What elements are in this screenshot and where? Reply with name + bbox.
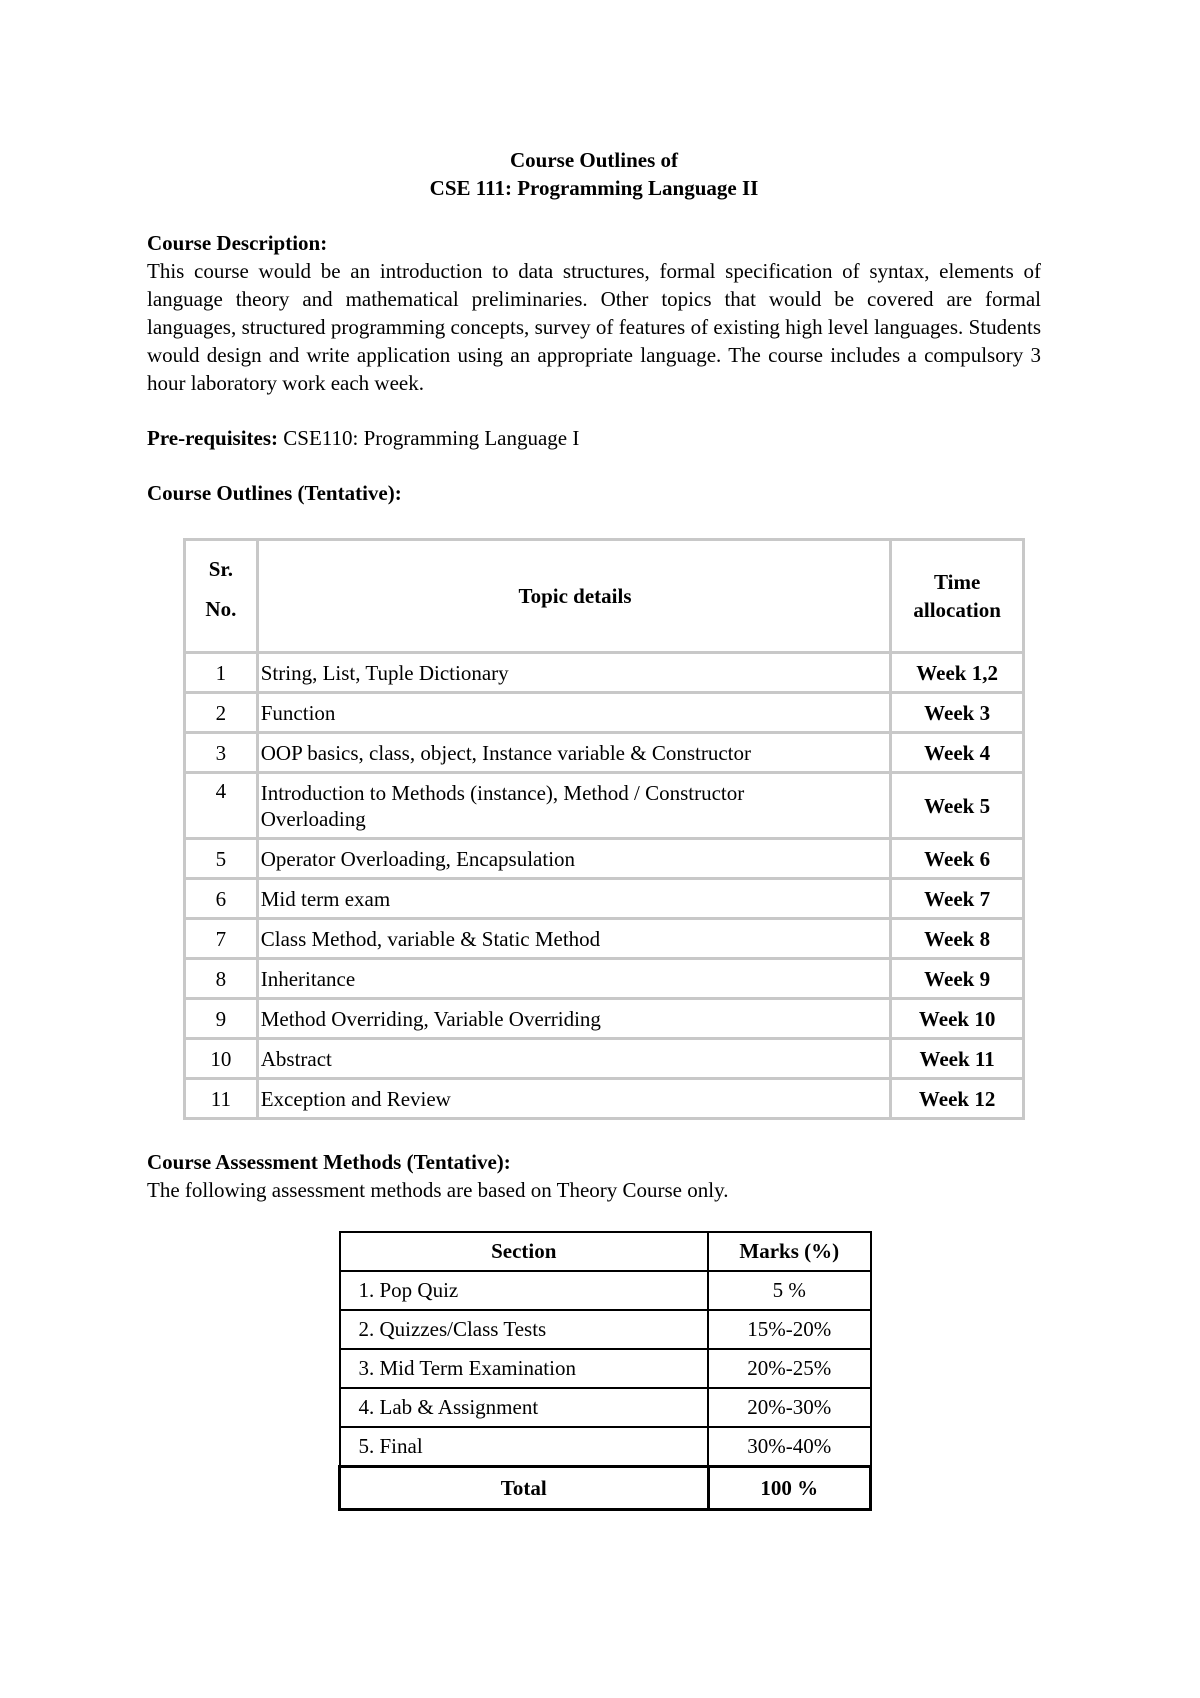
assessment-heading: Course Assessment Methods (Tentative):: [147, 1150, 511, 1174]
header-topic: Topic details: [257, 540, 891, 653]
row-sr: 11: [185, 1079, 258, 1119]
row-sr: 6: [185, 879, 258, 919]
row-time: Week 8: [891, 919, 1024, 959]
row-sr: 7: [185, 919, 258, 959]
row-time: Week 7: [891, 879, 1024, 919]
prereq-label: Pre-requisites:: [147, 426, 279, 450]
row-topic: String, List, Tuple Dictionary: [257, 653, 891, 693]
assessment-note: The following assessment methods are based on Theory Course only.: [147, 1178, 729, 1202]
header-section: Section: [340, 1232, 709, 1271]
row-topic: Exception and Review: [257, 1079, 891, 1119]
table-row: [185, 959, 1024, 999]
prereq-value: CSE110: Programming Language I: [278, 426, 580, 450]
assessment-header-row: [340, 1232, 871, 1271]
row-marks: 5 %: [708, 1271, 871, 1310]
row-topic: OOP basics, class, object, Instance variable & Constructor: [257, 733, 891, 773]
row-marks: 20%-25%: [708, 1349, 871, 1388]
header-marks: Marks (%): [708, 1232, 871, 1271]
row-section: 4. Lab & Assignment: [340, 1388, 709, 1427]
page-title-line2: CSE 111: Programming Language II: [429, 176, 759, 200]
row-sr: 9: [185, 999, 258, 1039]
row-topic: Class Method, variable & Static Method: [257, 919, 891, 959]
outline-header-row: [185, 540, 1024, 653]
row-marks: 30%-40%: [708, 1427, 871, 1467]
outlines-heading: Course Outlines (Tentative):: [147, 481, 402, 505]
row-section: 2. Quizzes/Class Tests: [340, 1310, 709, 1349]
row-sr: 3: [185, 733, 258, 773]
row-section: 3. Mid Term Examination: [340, 1349, 709, 1388]
table-row: [185, 919, 1024, 959]
table-row: [185, 879, 1024, 919]
table-row: [340, 1271, 871, 1310]
row-topic: Operator Overloading, Encapsulation: [257, 839, 891, 879]
row-topic: Inheritance: [257, 959, 891, 999]
row-sr: 4: [185, 773, 258, 839]
row-sr: 8: [185, 959, 258, 999]
row-time: Week 1,2: [891, 653, 1024, 693]
row-section: 1. Pop Quiz: [340, 1271, 709, 1310]
table-row: [185, 999, 1024, 1039]
total-row: [340, 1467, 871, 1510]
row-marks: 20%-30%: [708, 1388, 871, 1427]
table-row: [340, 1388, 871, 1427]
row-sr: 1: [185, 653, 258, 693]
row-sr: 5: [185, 839, 258, 879]
description-text: This course would be an introduction to data structures, formal specification of syntax, elements of language theory and mathematical preliminaries. Other topics that would be covered are formal languages, structured programming concepts, survey of features of existing high level languages. Students would design and write application using an appropriate language. The course includes a compulsory 3 hour laboratory work each week.: [147, 259, 1041, 395]
row-topic: Function: [257, 693, 891, 733]
table-row: [185, 773, 1024, 839]
total-value: 100 %: [708, 1467, 871, 1510]
header-time: Time allocation: [891, 540, 1024, 653]
description-heading: Course Description:: [147, 231, 328, 255]
row-sr: 10: [185, 1039, 258, 1079]
row-section: 5. Final: [340, 1427, 709, 1467]
table-row: [340, 1427, 871, 1467]
row-time: Week 6: [891, 839, 1024, 879]
row-sr: 2: [185, 693, 258, 733]
assessment-table: [338, 1231, 872, 1511]
assessment-section: [147, 1148, 1041, 1204]
page-title-line1: Course Outlines of: [510, 148, 678, 172]
total-label: Total: [340, 1467, 709, 1510]
table-row: [185, 653, 1024, 693]
table-row: [185, 1079, 1024, 1119]
table-row: [185, 839, 1024, 879]
row-time: Week 11: [891, 1039, 1024, 1079]
row-marks: 15%-20%: [708, 1310, 871, 1349]
prerequisites: [147, 424, 1041, 452]
row-time: Week 12: [891, 1079, 1024, 1119]
row-time: Week 10: [891, 999, 1024, 1039]
row-time: Week 4: [891, 733, 1024, 773]
table-row: [185, 693, 1024, 733]
table-row: [185, 733, 1024, 773]
row-topic: Method Overriding, Variable Overriding: [257, 999, 891, 1039]
table-row: [340, 1349, 871, 1388]
table-row: [340, 1310, 871, 1349]
row-time: Week 9: [891, 959, 1024, 999]
row-time: Week 3: [891, 693, 1024, 733]
row-topic: Mid term exam: [257, 879, 891, 919]
row-time: Week 5: [891, 773, 1024, 839]
header-sr: Sr. No.: [185, 540, 258, 653]
row-topic: Abstract: [257, 1039, 891, 1079]
row-topic: Introduction to Methods (instance), Method / Constructor Overloading: [257, 773, 891, 839]
course-outline-table: [183, 538, 1025, 1120]
table-row: [185, 1039, 1024, 1079]
document-page: [147, 146, 1041, 507]
